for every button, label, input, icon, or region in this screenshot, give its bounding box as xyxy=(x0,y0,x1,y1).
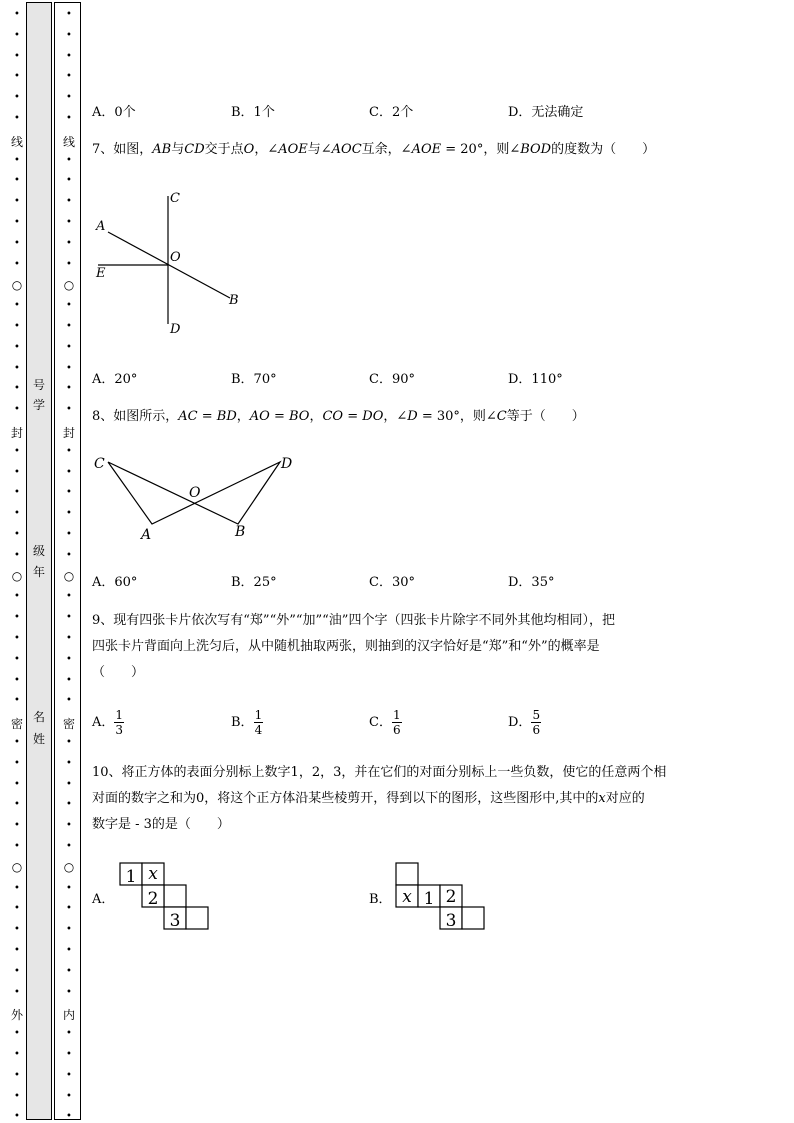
margin-dot: • xyxy=(14,883,20,894)
margin-dot: • xyxy=(66,1028,72,1039)
margin-dot: • xyxy=(14,113,20,124)
margin-dot: • xyxy=(66,51,72,62)
label-ji: 级 xyxy=(32,544,45,558)
margin-dot: • xyxy=(14,259,20,270)
margin-dot: • xyxy=(14,1111,20,1122)
margin-dot: • xyxy=(14,300,20,311)
q7-option-a: A．20° xyxy=(92,372,138,387)
margin-dot: • xyxy=(14,1070,20,1081)
margin-dot: • xyxy=(14,987,20,998)
margin-dot: • xyxy=(14,487,20,498)
margin-dot: • xyxy=(66,612,72,623)
margin-dot: • xyxy=(14,591,20,602)
margin-dot: • xyxy=(14,966,20,977)
margin-dot: • xyxy=(66,1091,72,1102)
margin-dot: • xyxy=(14,155,20,166)
margin-dot: • xyxy=(66,363,72,374)
margin-dot: • xyxy=(14,467,20,478)
q10-b-cell-x: x xyxy=(402,887,412,907)
q10-line-3: 数字是 - 3的是（ ） xyxy=(92,817,230,832)
q10-a-cell-1: 1 xyxy=(125,867,137,887)
margin-dot: • xyxy=(14,508,20,519)
q8-label-o: O xyxy=(189,485,201,501)
margin-dot: • xyxy=(66,259,72,270)
margin-dot: • xyxy=(14,1049,20,1060)
margin-circle-inner-1: ○ xyxy=(63,278,75,292)
margin-dot: • xyxy=(14,633,20,644)
margin-dot: • xyxy=(14,238,20,249)
margin-circle-inner-3: ○ xyxy=(63,860,75,874)
margin-dot: • xyxy=(14,799,20,810)
q6-option-a: A．0个 xyxy=(92,105,136,120)
q8-option-b: B．25° xyxy=(231,575,277,590)
margin-dot: • xyxy=(66,1111,72,1122)
q8-option-c: C．30° xyxy=(369,575,415,590)
margin-dot: • xyxy=(14,30,20,41)
q9-option-c: C． $\frac{1}{6}$ xyxy=(369,708,401,737)
q7-label-c: C xyxy=(170,191,180,206)
margin-dot: • xyxy=(66,945,72,956)
margin-dot: • xyxy=(14,758,20,769)
margin-dot: • xyxy=(14,71,20,82)
q9-line-2: 四张卡片背面向上洗匀后，从中随机抽取两张，则抽到的汉字恰好是“郑”和“外”的概率是 xyxy=(92,639,600,654)
margin-dot: • xyxy=(66,924,72,935)
margin-char-nei: 内 xyxy=(62,1008,75,1022)
margin-dot: • xyxy=(14,217,20,228)
q10-option-a-label: A． xyxy=(92,892,115,907)
margin-dot: • xyxy=(66,404,72,415)
label-xing: 姓 xyxy=(32,732,45,746)
q6-option-b: B．1个 xyxy=(231,105,275,120)
q10-b-cell-2: 2 xyxy=(445,887,457,907)
q6-option-c: C．2个 xyxy=(369,105,414,120)
margin-dot: • xyxy=(14,1028,20,1039)
margin-dot: • xyxy=(66,300,72,311)
q8-option-a: A．60° xyxy=(92,575,138,590)
margin-char-xian-inner: 线 xyxy=(62,135,75,149)
margin-dot: • xyxy=(66,695,72,706)
margin-char-mi-outer: 密 xyxy=(10,717,23,731)
label-xue: 学 xyxy=(32,398,45,412)
margin-dot: • xyxy=(66,487,72,498)
margin-dot: • xyxy=(66,779,72,790)
q7-label-b: B xyxy=(229,293,239,308)
margin-dot: • xyxy=(66,903,72,914)
margin-dot: • xyxy=(66,238,72,249)
q8-option-d: D．35° xyxy=(508,575,555,590)
margin-dot: • xyxy=(66,467,72,478)
q8-label-d: D xyxy=(281,456,293,472)
margin-dot: • xyxy=(14,51,20,62)
margin-dot: • xyxy=(14,196,20,207)
margin-char-feng-inner: 封 xyxy=(62,426,75,440)
margin-dot: • xyxy=(66,175,72,186)
q10-option-b-label: B． xyxy=(369,892,392,907)
margin-dot: • xyxy=(66,196,72,207)
margin-dot: • xyxy=(66,550,72,561)
margin-dot: • xyxy=(14,841,20,852)
margin-circle-outer-2: ○ xyxy=(11,569,23,583)
margin-dot: • xyxy=(14,737,20,748)
margin-dot: • xyxy=(14,321,20,332)
q7-label-d: D xyxy=(170,322,181,337)
margin-dot: • xyxy=(14,9,20,20)
q9-line-1: 9、现有四张卡片依次写有“郑”“外”“加”“油”四个字（四张卡片除字不同外其他均相同），把 xyxy=(92,613,615,628)
margin-circle-outer-3: ○ xyxy=(11,860,23,874)
margin-dot: • xyxy=(66,113,72,124)
q7-option-d: D．110° xyxy=(508,372,563,387)
q10-option-b-net xyxy=(394,860,490,932)
margin-dot: • xyxy=(14,404,20,415)
q8-stem: 8、如图所示，AC = BD，AO = BO，CO = DO，∠D = 30°，则∠C等于（ ） xyxy=(92,409,585,424)
margin-dot: • xyxy=(66,71,72,82)
label-nian: 年 xyxy=(32,565,45,579)
margin-dot: • xyxy=(14,903,20,914)
q8-figure xyxy=(92,450,304,545)
margin-dot: • xyxy=(66,737,72,748)
margin-dot: • xyxy=(14,363,20,374)
margin-circle-inner-2: ○ xyxy=(63,569,75,583)
q7-option-c: C．90° xyxy=(369,372,415,387)
q7-label-a: A xyxy=(96,219,106,234)
margin-dot: • xyxy=(66,675,72,686)
q7-label-o: O xyxy=(170,250,181,265)
q8-label-b: B xyxy=(235,524,246,540)
margin-dot: • xyxy=(14,612,20,623)
margin-dot: • xyxy=(14,945,20,956)
margin-dot: • xyxy=(14,92,20,103)
margin-circle-outer-1: ○ xyxy=(11,278,23,292)
margin-dot: • xyxy=(14,654,20,665)
q10-line-2: 对面的数字之和为0，将这个正方体沿某些棱剪开，得到以下的图形，这些图形中,其中的x对应的 xyxy=(92,791,645,806)
q10-a-cell-3: 3 xyxy=(169,911,181,931)
q10-a-cell-2: 2 xyxy=(147,889,159,909)
margin-char-xian-outer: 线 xyxy=(10,135,23,149)
margin-dot: • xyxy=(66,758,72,769)
margin-dot: • xyxy=(14,383,20,394)
q9-line-3: （ ） xyxy=(92,665,145,680)
margin-dot: • xyxy=(66,92,72,103)
margin-dot: • xyxy=(66,987,72,998)
q10-a-cell-x: x xyxy=(148,864,158,884)
margin-dot: • xyxy=(14,779,20,790)
margin-dot: • xyxy=(66,654,72,665)
margin-dot: • xyxy=(66,529,72,540)
q10-b-cell-3: 3 xyxy=(445,911,457,931)
margin-dot: • xyxy=(66,966,72,977)
q9-option-b: B． $\frac{1}{4}$ xyxy=(231,708,263,737)
margin-dot: • xyxy=(14,446,20,457)
q7-figure xyxy=(88,186,258,341)
margin-dot: • xyxy=(14,1091,20,1102)
margin-dot: • xyxy=(66,446,72,457)
margin-dot: • xyxy=(14,924,20,935)
q7-option-b: B．70° xyxy=(231,372,277,387)
q7-stem: 7、如图，AB与CD交于点O，∠AOE与∠AOC互余，∠AOE = 20°，则∠BOD的度数为（ ） xyxy=(92,142,656,157)
margin-dot: • xyxy=(14,550,20,561)
margin-dot: • xyxy=(14,675,20,686)
margin-dot: • xyxy=(66,1070,72,1081)
q7-label-e: E xyxy=(96,266,106,281)
margin-dot: • xyxy=(66,508,72,519)
margin-dot: • xyxy=(14,695,20,706)
margin-dot: • xyxy=(66,883,72,894)
q8-label-a: A xyxy=(141,527,152,543)
margin-dot: • xyxy=(66,1049,72,1060)
margin-dot: • xyxy=(66,217,72,228)
margin-dot: • xyxy=(66,591,72,602)
margin-dot: • xyxy=(66,820,72,831)
margin-dot: • xyxy=(66,841,72,852)
margin-dot: • xyxy=(66,321,72,332)
margin-dot: • xyxy=(14,820,20,831)
margin-dot: • xyxy=(66,799,72,810)
margin-dot: • xyxy=(14,342,20,353)
q6-option-d: D．无法确定 xyxy=(508,105,584,120)
margin-dot: • xyxy=(66,155,72,166)
q10-b-cell-1: 1 xyxy=(423,889,435,909)
margin-dot: • xyxy=(66,30,72,41)
label-hao: 号 xyxy=(32,378,45,392)
margin-char-feng-outer: 封 xyxy=(10,426,23,440)
q9-option-d: D． $\frac{5}{6}$ xyxy=(508,708,541,737)
margin-char-mi-inner: 密 xyxy=(62,717,75,731)
margin-dot: • xyxy=(66,633,72,644)
q10-option-a-net xyxy=(118,860,214,932)
label-ming: 名 xyxy=(32,710,45,724)
margin-dot: • xyxy=(66,9,72,20)
margin-dot: • xyxy=(14,529,20,540)
margin-char-wai: 外 xyxy=(10,1008,23,1022)
margin-dot: • xyxy=(14,175,20,186)
q9-option-a: A． $\frac{1}{3}$ xyxy=(92,708,124,737)
margin-dot: • xyxy=(66,342,72,353)
margin-dot: • xyxy=(66,383,72,394)
q8-label-c: C xyxy=(94,456,105,472)
q10-line-1: 10、将正方体的表面分别标上数字1，2，3，并在它们的对面分别标上一些负数，使它的任意两个相 xyxy=(92,765,667,780)
